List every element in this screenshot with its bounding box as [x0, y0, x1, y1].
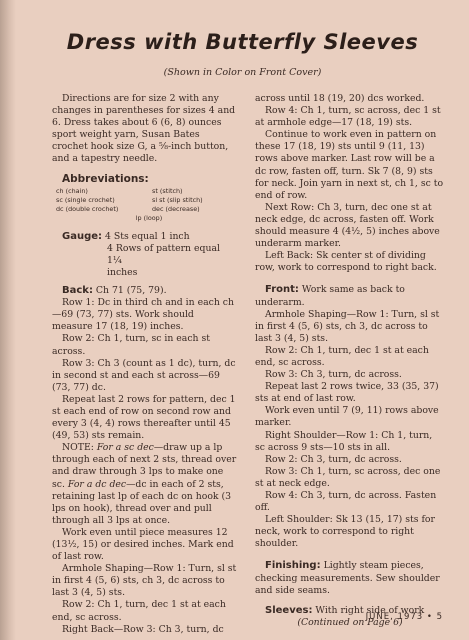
finishing-paragraph — [255, 560, 445, 596]
right-column — [255, 93, 445, 629]
right-shoulder: Right Shoulder—Row 1: Ch 1, turn, sc across 9 sts—10 sts in all. — [255, 429, 433, 453]
back-row-1: Row 1: Dc in third ch and in each ch —69 (73, 77) sts. Work should measure 17 (18, 19) inches. — [52, 297, 234, 333]
gauge-label: Gauge: — [62, 230, 103, 242]
abbreviations-list — [56, 187, 237, 223]
abbr-item: dec (decrease) — [152, 204, 200, 213]
abbreviations-heading: Abbreviations: — [62, 172, 149, 185]
page-title: Dress with Butterfly Sleeves — [66, 30, 419, 54]
back-repeat: Repeat last 2 rows for pattern, dec 1 st each end of row on second row and every 3 (4, 4) rows thereafter until 45 (49, 53) sts remain. — [52, 393, 236, 442]
back-chain: Ch 71 (75, 79). — [95, 285, 167, 297]
binding-shadow — [0, 0, 16, 640]
right-back-next-row: Next Row: Ch 3, turn, dec one st at neck edge, dc across, fasten off. Work should measure 4 (4½, 5) inches above underarm marker. — [255, 201, 440, 250]
back-label: Back: — [62, 285, 93, 297]
page-footer: JUNE, 1973 • 5 — [365, 612, 443, 622]
gauge-text-1: 4 Sts equal 1 inch — [104, 230, 190, 242]
sleeves-label: Sleeves: — [265, 604, 313, 616]
back-heading — [52, 285, 237, 297]
left-shoulder: Left Shoulder: Sk 13 (15, 17) sts for neck, work to correspond to right shoulder. — [255, 514, 435, 550]
front-intro: Work same as back to underarm. — [255, 284, 405, 308]
right-shoulder-row-3: Row 3: Ch 1, turn, sc across, dec one st at neck edge. — [255, 465, 441, 489]
right-back-row-4: Row 4: Ch 1, turn, sc across, dec 1 st at armhole edge—17 (18, 19) sts. — [255, 105, 441, 129]
right-back-row-3: Right Back—Row 3: Ch 3, turn, dc — [62, 623, 224, 635]
front-heading — [255, 284, 445, 308]
back-work-even: Work even until piece measures 12 (13½, 15) or desired inches. Mark end of last row. — [52, 526, 234, 563]
finishing-label: Finishing: — [265, 560, 321, 572]
back-row-2: Row 2: Ch 1, turn, sc in each st across. — [52, 333, 211, 357]
abbr-item: st (stitch) — [152, 186, 183, 195]
back-armhole-row-2: Row 2: Ch 1, turn, dec 1 st at each end, sc across. — [52, 599, 226, 623]
abbr-item: sl st (slip stitch) — [152, 195, 203, 204]
front-row-2: Row 2: Ch 1, turn, dec 1 st at each end, sc across. — [255, 344, 429, 368]
note-sc-dec: For a sc dec — [96, 442, 154, 454]
front-armhole: Armhole Shaping—Row 1: Turn, sl st in first 4 (5, 6) sts, ch 3, dc across to last 3 (4, 5) sts. — [255, 308, 440, 344]
gauge-line-2: 4 Rows of pattern equal 1¼ — [107, 242, 220, 266]
note-dc-text: —dc in each of 2 sts, retaining last lp of each dc on hook (3 lps on hook), thread over and pull through all 3 lps at once. — [52, 478, 232, 526]
page-subtitle: (Shown in Color on Front Cover) — [163, 67, 322, 78]
gauge-line-1 — [52, 231, 237, 243]
front-row-3: Row 3: Ch 3, turn, dc across. — [265, 369, 402, 381]
back-armhole: Armhole Shaping—Row 1: Turn, sl st in first 4 (5, 6) sts, ch 3, dc across to last 3 (4, 5) sts. — [52, 563, 237, 599]
magazine-page — [16, 0, 469, 640]
finishing-text: Lightly steam pieces, checking measurements. Sew shoulder and side seams. — [255, 560, 440, 596]
right-back-cont: across until 18 (19, 20) dcs worked. — [255, 93, 425, 104]
gauge-line-3: inches — [107, 266, 138, 278]
abbr-item: sc (single crochet) — [56, 195, 115, 204]
front-work-even: Work even until 7 (9, 11) rows above marker. — [255, 405, 439, 429]
front-label: Front: — [265, 284, 299, 296]
back-row-3: Row 3: Ch 3 (count as 1 dc), turn, dc in second st and each st across—69 (73, 77) dc. — [52, 357, 236, 393]
intro-paragraph: Directions are for size 2 with any changes in parentheses for sizes 4 and 6. Dress takes about 6 (6, 8) ounces sport weight yarn, Susan Bates crochet hook size G, a ⅝-inch button, and a tapestry needle. — [52, 93, 236, 165]
note-sc-text: —draw up a lp through each of next 2 sts, thread over and draw through 3 lps to make one sc. — [52, 442, 237, 490]
abbr-item: dc (double crochet) — [56, 204, 119, 213]
note-dc-dec: For a dc dec — [67, 478, 127, 490]
left-back: Left Back: Sk center st of dividing row, work to correspond to right back. — [255, 250, 437, 274]
sleeves-text: With right side of work — [315, 604, 425, 616]
note-label: NOTE: — [62, 442, 97, 454]
left-column — [52, 93, 237, 636]
right-shoulder-row-2: Row 2: Ch 3, turn, dc across. — [265, 453, 402, 465]
abbr-item: lp (loop) — [135, 213, 163, 222]
right-back-continue: Continue to work even in pattern on these 17 (18, 19) sts until 9 (11, 13) rows above marker. Last row will be a dc row, fasten off, turn. Sk 7 (8, 9) sts for neck. Join yarn in next st, ch 1, sc to end of row. — [255, 129, 444, 201]
back-note — [52, 442, 237, 527]
front-repeat: Repeat last 2 rows twice, 33 (35, 37) sts at end of last row. — [255, 381, 439, 405]
right-shoulder-row-4: Row 4: Ch 3, turn, dc across. Fasten off. — [255, 490, 437, 514]
continued-note: (Continued on Page 6) — [297, 616, 403, 628]
abbr-item: ch (chain) — [56, 186, 88, 195]
